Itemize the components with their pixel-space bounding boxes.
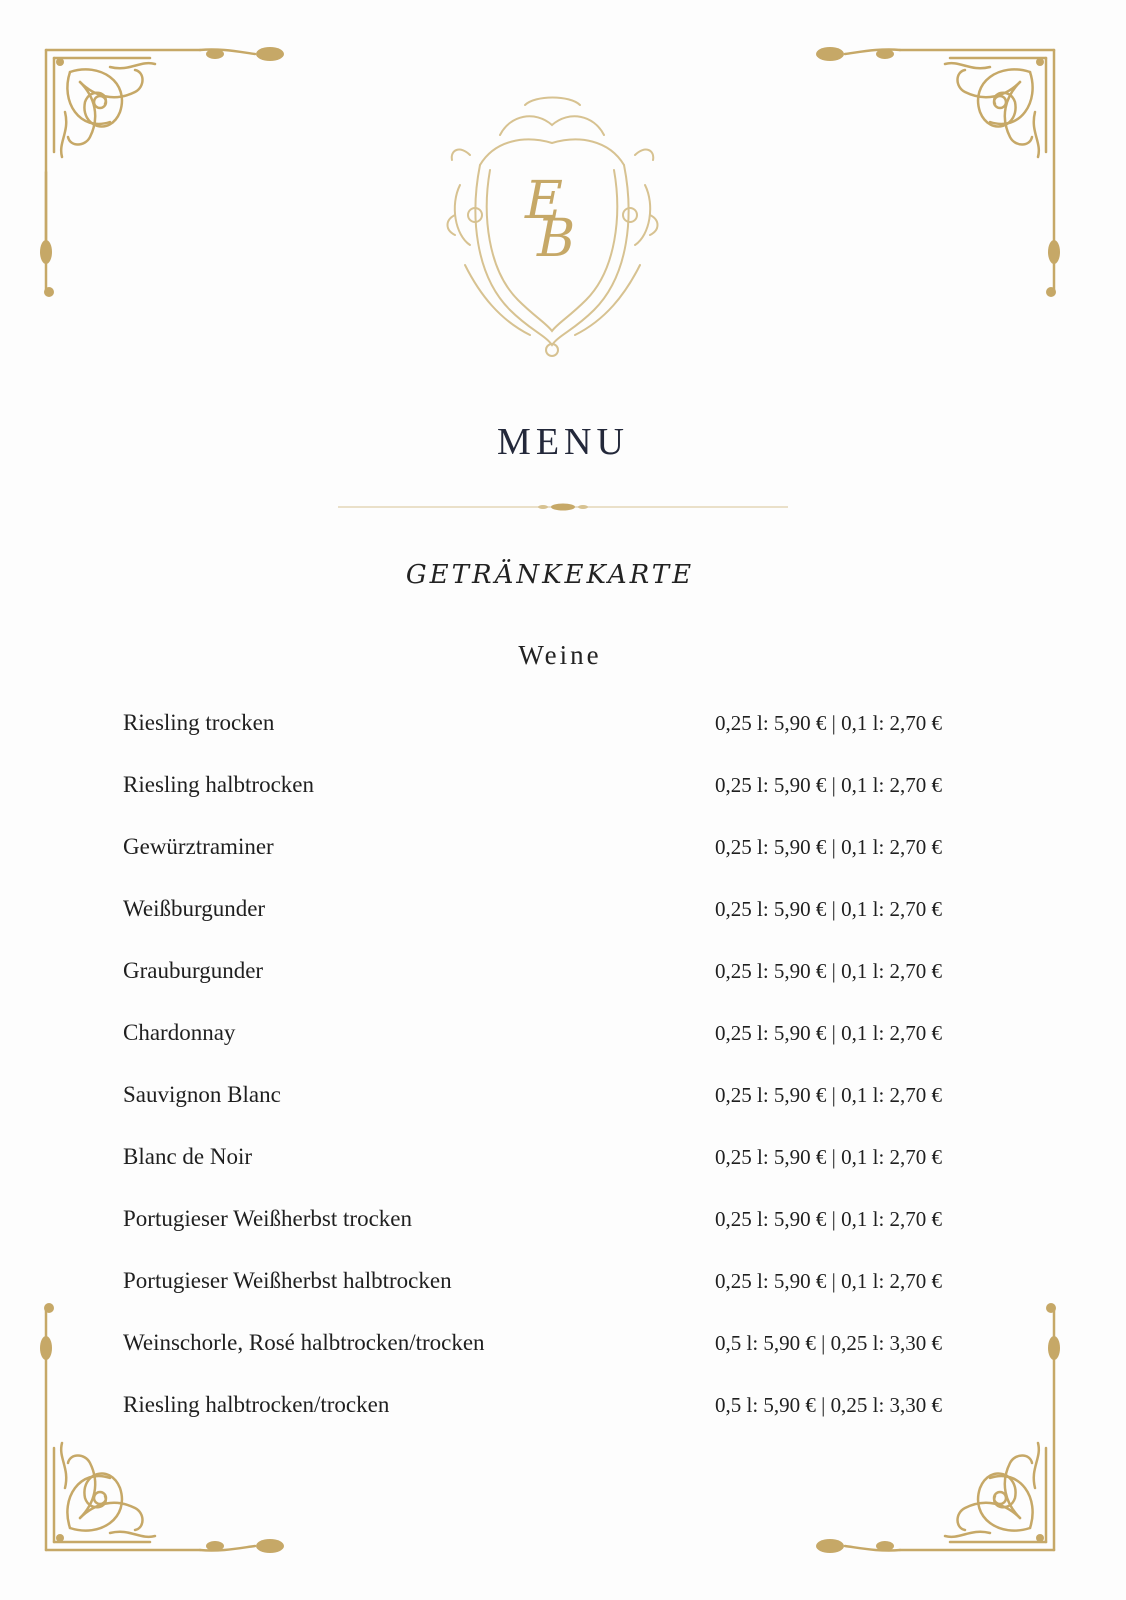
monogram-letter-e: E (525, 171, 563, 231)
wine-price: 0,25 l: 5,90 € | 0,1 l: 2,70 € (715, 711, 943, 735)
wine-price: 0,25 l: 5,90 € | 0,1 l: 2,70 € (715, 835, 943, 859)
wine-row (123, 1020, 993, 1082)
wine-price: 0,25 l: 5,90 € | 0,1 l: 2,70 € (715, 773, 943, 797)
wine-price: 0,25 l: 5,90 € | 0,1 l: 2,70 € (715, 1145, 943, 1169)
wine-row (123, 1082, 993, 1144)
wine-name: Grauburgunder (123, 958, 264, 983)
wine-row (123, 1392, 993, 1454)
wine-row (123, 772, 993, 834)
wine-name: Riesling trocken (123, 710, 275, 735)
wine-row (123, 710, 993, 772)
wine-list (123, 710, 993, 1454)
wine-name: Riesling halbtrocken (123, 772, 314, 797)
wine-row (123, 958, 993, 1020)
wine-name: Portugieser Weißherbst halbtrocken (123, 1268, 452, 1293)
wine-name: Gewürztraminer (123, 834, 274, 859)
wine-row (123, 1144, 993, 1206)
wine-price: 0,25 l: 5,90 € | 0,1 l: 2,70 € (715, 1269, 943, 1293)
monogram-crest (440, 95, 665, 360)
corner-ornament-top-left (40, 42, 300, 302)
wine-name: Sauvignon Blanc (123, 1082, 281, 1107)
page-title: MENU (497, 421, 629, 463)
wine-price: 0,5 l: 5,90 € | 0,25 l: 3,30 € (715, 1331, 943, 1355)
wine-name: Weinschorle, Rosé halbtrocken/trocken (123, 1330, 485, 1355)
wine-price: 0,25 l: 5,90 € | 0,1 l: 2,70 € (715, 1021, 943, 1045)
divider-ornament-icon (338, 500, 788, 514)
wine-name: Blanc de Noir (123, 1144, 253, 1169)
title-divider (338, 500, 788, 514)
wine-price: 0,25 l: 5,90 € | 0,1 l: 2,70 € (715, 959, 943, 983)
section-title: Weine (518, 640, 602, 670)
wine-name: Portugieser Weißherbst trocken (123, 1206, 412, 1231)
corner-ornament-top-right (800, 42, 1060, 302)
wine-name: Weißburgunder (123, 896, 266, 921)
wine-price: 0,25 l: 5,90 € | 0,1 l: 2,70 € (715, 897, 943, 921)
menu-subtitle: GETRÄNKEKARTE (405, 560, 695, 590)
corner-ornament-icon (800, 42, 1060, 302)
wine-row (123, 1330, 993, 1392)
corner-ornament-icon (40, 42, 300, 302)
wine-price: 0,25 l: 5,90 € | 0,1 l: 2,70 € (715, 1207, 943, 1231)
wine-row (123, 834, 993, 896)
wine-name: Chardonnay (123, 1020, 236, 1045)
wine-row (123, 1268, 993, 1330)
wine-price: 0,5 l: 5,90 € | 0,25 l: 3,30 € (715, 1393, 943, 1417)
wine-row (123, 1206, 993, 1268)
monogram-letter-b: B (537, 209, 576, 269)
wine-name: Riesling halbtrocken/trocken (123, 1392, 390, 1417)
wine-row (123, 896, 993, 958)
wine-price: 0,25 l: 5,90 € | 0,1 l: 2,70 € (715, 1083, 943, 1107)
